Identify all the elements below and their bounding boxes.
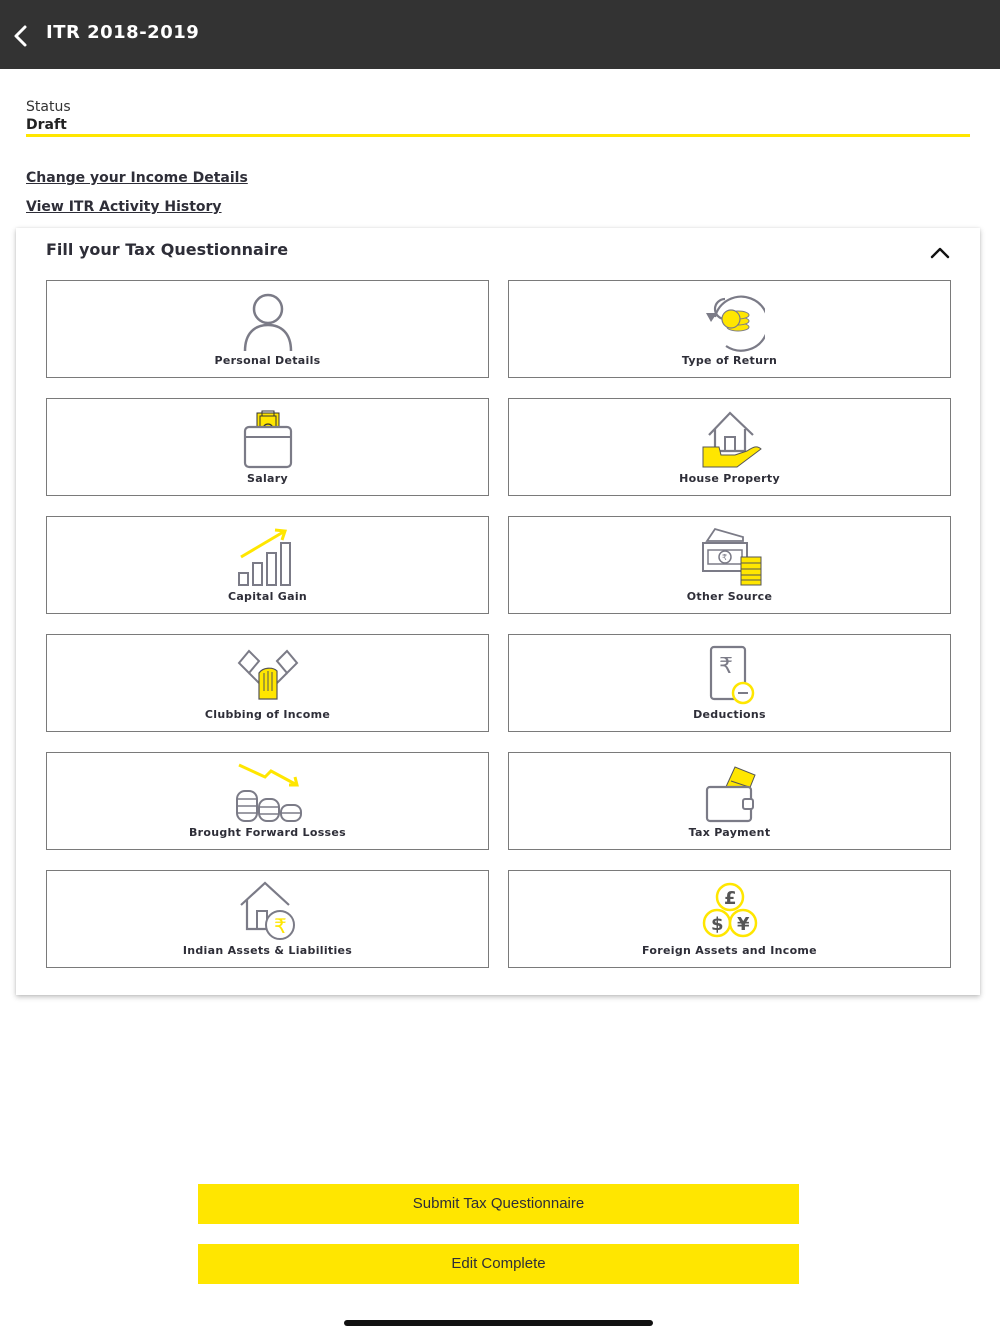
- chevron-up-icon: [928, 242, 952, 262]
- handshake-icon: [233, 643, 303, 707]
- tile-house-property[interactable]: [508, 398, 951, 496]
- house-rupee-icon: [233, 879, 303, 943]
- edit-complete-button[interactable]: Edit Complete: [198, 1244, 799, 1284]
- tile-deductions[interactable]: [508, 634, 951, 732]
- tile-tax-payment[interactable]: [508, 752, 951, 850]
- growth-chart-icon: [233, 525, 303, 589]
- wallet-card-icon: [695, 761, 765, 825]
- tile-type-of-return[interactable]: [508, 280, 951, 378]
- view-itr-activity-history-link[interactable]: View ITR Activity History: [26, 199, 222, 215]
- tile-label: Capital Gain: [227, 590, 308, 603]
- change-income-details-link[interactable]: Change your Income Details: [26, 170, 248, 186]
- house-in-hand-icon: [695, 407, 765, 471]
- tile-salary[interactable]: [46, 398, 489, 496]
- home-indicator[interactable]: [344, 1320, 653, 1326]
- tile-label: House Property: [679, 472, 780, 485]
- svg-text:$: $: [710, 914, 724, 935]
- tile-label: Indian Assets & Liabilities: [182, 944, 353, 957]
- tile-label: Clubbing of Income: [204, 708, 331, 721]
- status-underline: [26, 134, 970, 137]
- currency-coins-icon: [695, 879, 765, 943]
- declining-coins-icon: [233, 761, 303, 825]
- collapse-button[interactable]: [928, 242, 952, 262]
- svg-text:£: £: [723, 888, 737, 909]
- tile-foreign-assets-income[interactable]: [508, 870, 951, 968]
- tile-label: Tax Payment: [688, 826, 771, 839]
- top-bar: [0, 0, 1000, 69]
- tile-other-source[interactable]: [508, 516, 951, 614]
- chevron-left-icon: [8, 20, 36, 52]
- tile-label: Salary: [247, 472, 288, 485]
- tile-label: Other Source: [686, 590, 773, 603]
- tile-label: Type of Return: [681, 354, 778, 367]
- tile-personal-details[interactable]: [46, 280, 489, 378]
- svg-text:₹: ₹: [721, 553, 727, 562]
- questionnaire-title: Fill your Tax Questionnaire: [46, 240, 289, 259]
- tile-label: Foreign Assets and Income: [642, 944, 817, 957]
- rupee-document-minus-icon: [695, 643, 765, 707]
- status-value: Draft: [26, 117, 67, 133]
- page-title: ITR 2018-2019: [46, 22, 200, 43]
- tile-indian-assets-liabilities[interactable]: [46, 870, 489, 968]
- money-bag-icon: [233, 407, 303, 471]
- person-icon: [233, 289, 303, 353]
- tile-label: Personal Details: [214, 354, 321, 367]
- tile-clubbing-of-income[interactable]: [46, 634, 489, 732]
- svg-text:₹: ₹: [273, 914, 287, 938]
- coin-refresh-icon: [695, 289, 765, 353]
- svg-text:¥: ¥: [736, 914, 750, 935]
- tile-label: Brought Forward Losses: [188, 826, 347, 839]
- tile-capital-gain[interactable]: [46, 516, 489, 614]
- tile-brought-forward-losses[interactable]: [46, 752, 489, 850]
- status-label: Status: [26, 99, 71, 115]
- tax-questionnaire-panel: [16, 228, 980, 995]
- cash-coins-icon: [695, 525, 765, 589]
- tile-label: Deductions: [693, 708, 766, 721]
- submit-tax-questionnaire-button[interactable]: Submit Tax Questionnaire: [198, 1184, 799, 1224]
- svg-text:₹: ₹: [718, 654, 733, 679]
- back-button[interactable]: [8, 20, 36, 52]
